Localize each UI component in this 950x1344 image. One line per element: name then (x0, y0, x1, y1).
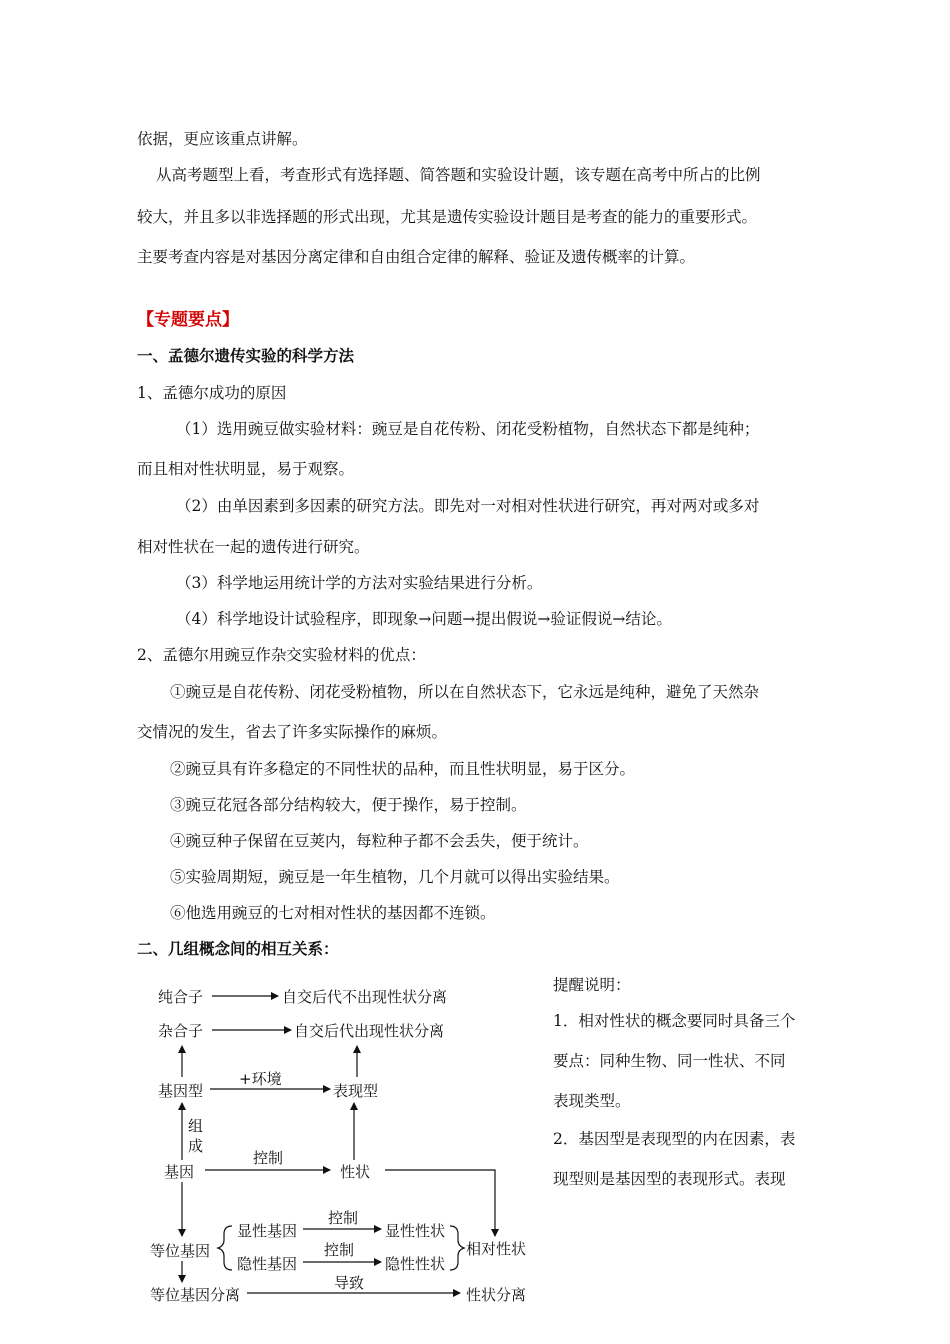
part1-sub1: 1、孟德尔成功的原因 (137, 384, 287, 402)
notes-n1c: 表现类型。 (553, 1092, 631, 1110)
node-recessive-gene: 隐性基因 (237, 1255, 298, 1273)
node-genotype: 基因型 (158, 1082, 204, 1100)
label-compose-1: 组 (188, 1117, 204, 1135)
part1-a3: ③豌豆花冠各部分结构较大，便于操作，易于控制。 (170, 796, 527, 814)
part1-p3: （3）科学地运用统计学的方法对实验结果进行分析。 (176, 574, 543, 592)
part1-p4: （4）科学地设计试验程序，即现象→问题→提出假说→验证假说→结论。 (176, 610, 672, 628)
part1-a2: ②豌豆具有许多稳定的不同性状的品种，而且性状明显，易于区分。 (170, 760, 636, 778)
part1-sub2: 2、孟德尔用豌豆作杂交实验材料的优点： (137, 646, 426, 664)
node-homozygote: 纯合子 (158, 988, 204, 1006)
node-trait: 性状 (340, 1163, 371, 1181)
part1-a1b: 交情况的发生，省去了许多实际操作的麻烦。 (137, 723, 448, 741)
part1-p2a: （2）由单因素到多因素的研究方法。即先对一对相对性状进行研究，再对两对或多对 (176, 497, 760, 515)
label-lead-to: 导致 (334, 1274, 365, 1292)
node-trait-separation: 性状分离 (466, 1286, 527, 1304)
node-allele-separation: 等位基因分离 (150, 1286, 241, 1304)
node-recessive-trait: 隐性性状 (385, 1255, 446, 1273)
part2-title: 二、几组概念间的相互关系： (137, 939, 339, 958)
notes-n2a: 2．基因型是表现型的内在因素，表 (553, 1130, 796, 1148)
node-dominant-trait: 显性性状 (385, 1222, 446, 1240)
intro-line-1: 依据，更应该重点讲解。 (137, 130, 308, 148)
part1-p1a: （1）选用豌豆做实验材料：豌豆是自花传粉、闭花受粉植物，自然状态下都是纯种； (176, 420, 760, 438)
part1-p1b: 而且相对性状明显，易于观察。 (137, 460, 355, 478)
part1-a6: ⑥他选用豌豆的七对相对性状的基因都不连锁。 (170, 904, 496, 922)
notes-n2b: 现型则是基因型的表现形式。表现 (553, 1170, 786, 1188)
notes-n1a: 1．相对性状的概念要同时具备三个 (553, 1012, 796, 1030)
label-plus-env: +环境 (239, 1070, 282, 1088)
part1-title: 一、孟德尔遗传实验的科学方法 (137, 346, 355, 365)
intro-line-3: 较大，并且多以非选择题的形式出现，尤其是遗传实验设计题目是考查的能力的重要形式。 (137, 208, 758, 226)
label-control-2: 控制 (328, 1209, 359, 1227)
node-phenotype: 表现型 (333, 1082, 379, 1100)
left-brace (218, 1226, 232, 1270)
part1-a5: ⑤实验周期短，豌豆是一年生植物，几个月就可以得出实验结果。 (170, 868, 620, 886)
intro-line-2: 从高考题型上看，考查形式有选择题、简答题和实验设计题，该专题在高考中所占的比例 (156, 166, 761, 184)
label-control-1: 控制 (253, 1149, 284, 1167)
part1-a4: ④豌豆种子保留在豆荚内，每粒种子都不会丢失，便于统计。 (170, 832, 589, 850)
node-allele: 等位基因 (150, 1242, 211, 1260)
node-heterozygote-result: 自交后代出现性状分离 (294, 1022, 445, 1040)
node-dominant-gene: 显性基因 (237, 1222, 298, 1240)
right-brace (450, 1226, 464, 1270)
part1-p2b: 相对性状在一起的遗传进行研究。 (137, 538, 370, 556)
node-heterozygote: 杂合子 (158, 1022, 204, 1040)
notes-n1b: 要点：同种生物、同一性状、不同 (553, 1052, 786, 1070)
section-title: 【专题要点】 (137, 310, 239, 330)
intro-line-4: 主要考查内容是对基因分离定律和自由组合定律的解释、验证及遗传概率的计算。 (137, 248, 696, 266)
part1-a1a: ①豌豆是自花传粉、闭花受粉植物，所以在自然状态下，它永远是纯种，避免了天然杂 (170, 683, 760, 701)
node-relative-trait: 相对性状 (466, 1240, 527, 1258)
label-compose-2: 成 (188, 1137, 204, 1155)
node-gene: 基因 (164, 1163, 195, 1181)
notes-title: 提醒说明： (553, 976, 631, 994)
node-homozygote-result: 自交后代不出现性状分离 (282, 988, 448, 1006)
label-control-3: 控制 (324, 1241, 355, 1259)
